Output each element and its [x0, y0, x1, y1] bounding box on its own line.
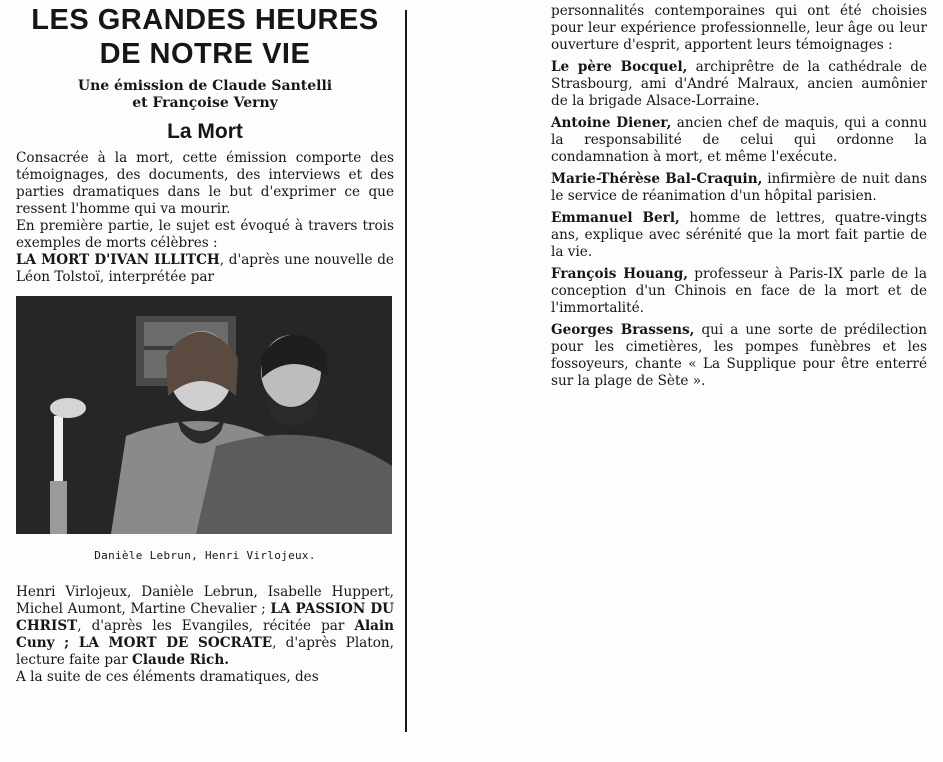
testimony-entry: Emmanuel Berl, homme de lettres, quatre-vingts ans, explique avec sérénité que la mort fait partie de la vie.	[551, 210, 927, 260]
testimony-entry: Le père Bocquel, archiprêtre de la cathédrale de Strasbourg, ami d'André Malraux, ancien aumônier de la brigade Alsace-Lorraine.	[551, 59, 928, 109]
right-column	[551, 0, 927, 395]
photo-still	[16, 296, 392, 534]
person-name: Le père Bocquel,	[551, 59, 688, 75]
work1-paragraph: LA MORT D'IVAN ILLITCH, d'après une nouvelle de Léon Tolstoï, interprétée par	[16, 252, 394, 285]
work3-title: LA MORT DE SOCRATE	[78, 635, 273, 651]
work1-title: LA MORT D'IVAN ILLITCH	[16, 252, 220, 268]
left-column	[16, 0, 394, 686]
right-intro: personnalités contemporaines qui ont été choisies pour leur expérience professionnelle, leur âge ou leur ouverture d'esprit, apportent leurs témoignages :	[551, 3, 927, 53]
section-subtitle: La Mort	[167, 120, 243, 143]
continuation-paragraph: A la suite de ces éléments dramatiques, des	[16, 669, 319, 685]
person-name: Georges Brassens,	[551, 322, 695, 338]
cast-paragraph: Henri Virlojeux, Danièle Lebrun, Isabelle Huppert, Michel Aumont, Martine Chevalier ; LA PASSION DU CHRIST, d'après les Evangiles, récitée par Alain Cuny ; LA MORT DE SOCRATE, d'après Platon, lecture faite par Claude Rich.	[16, 584, 394, 668]
part1-lead: En première partie, le sujet est évoqué à travers trois exemples de morts célèbres :	[16, 218, 394, 251]
work3-reader: Claude Rich.	[132, 652, 229, 668]
byline: Une émission de Claude Santelli et Françoise Verny	[77, 78, 333, 111]
work2-title: LA PASSION DU CHRIST	[16, 601, 394, 634]
photo-caption: Danièle Lebrun, Henri Virlojeux.	[94, 549, 316, 562]
work2-reader: Alain Cuny	[16, 618, 394, 651]
testimony-entry: Marie-Thérèse Bal-Craquin, infirmière de nuit dans le service de réanimation d'un hôpital parisien.	[551, 171, 927, 204]
intro-paragraph: Consacrée à la mort, cette émission comporte des témoignages, des documents, des interviews et des parties dramatiques dans le but d'exprimer ce que ressent l'homme qui va mourir.	[16, 150, 394, 217]
testimony-entry: François Houang, professeur à Paris-IX parle de la conception d'un Chinois en face de la mort et de l'immortalité.	[551, 266, 927, 316]
photo-illustration	[16, 296, 392, 534]
person-name: François Houang,	[551, 266, 688, 282]
person-name: Antoine Diener,	[551, 115, 672, 131]
testimony-entry: Georges Brassens, qui a une sorte de prédilection pour les cimetières, les pompes funèbres et les fossoyeurs, chante « La Supplique pour être enterré sur la plage de Sète ».	[551, 322, 927, 389]
person-name: Marie-Thérèse Bal-Craquin,	[551, 171, 763, 187]
person-name: Emmanuel Berl,	[551, 210, 680, 226]
column-divider	[405, 10, 407, 732]
article-title: LES GRANDES HEURES DE NOTRE VIE	[31, 4, 379, 70]
testimony-entry: Antoine Diener, ancien chef de maquis, qui a connu la responsabilité de celui qui ordonne la condamnation à mort, et même l'exécute.	[551, 115, 927, 165]
